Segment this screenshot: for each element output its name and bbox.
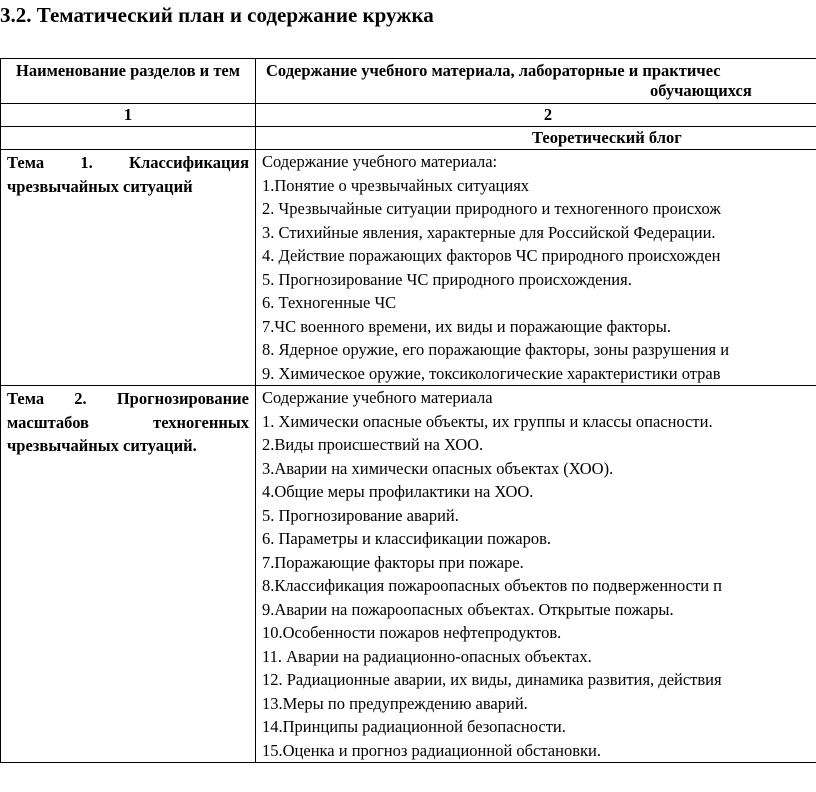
header-content-line1: Содержание учебного материала, лабораторные и практичес <box>266 61 721 80</box>
content-line: 10.Особенности пожаров нефтепродуктов. <box>262 623 562 642</box>
content-line: 7.ЧС военного времени, их виды и поражающие факторы. <box>262 316 671 336</box>
content-line: 4.Общие меры профилактики на ХОО. <box>262 482 534 501</box>
page-title: 3.2. Тематический план и содержание кружка <box>0 3 434 27</box>
content-line: 5. Прогнозирование ЧС природного происхождения. <box>262 269 632 289</box>
content-line: 4. Действие поражающих факторов ЧС природного происхожден <box>262 246 721 265</box>
topic-1-content <box>256 150 816 386</box>
content-line: 1.Понятие о чрезвычайных ситуациях <box>262 175 530 195</box>
content-line: 3.Аварии на химически опасных объектах (ХОО). <box>262 458 614 478</box>
table-row <box>1 150 816 386</box>
topic-2-content <box>256 386 816 763</box>
content-line: 2.Виды происшествий на ХОО. <box>262 435 484 454</box>
header-content-cell <box>256 59 816 104</box>
content-line: 15.Оценка и прогноз радиационной обстановки. <box>262 740 601 760</box>
block-title-row <box>1 127 816 150</box>
content-line: 8.Классификация пожароопасных объектов по подверженности п <box>262 576 722 595</box>
content-line: 8. Ядерное оружие, его поражающие факторы, зоны разрушения и <box>262 340 730 359</box>
content-line: 5. Прогнозирование аварий. <box>262 505 459 525</box>
topic-2-name: Тема 2. Прогнозирование масштабов техногенных чрезвычайных ситуаций. <box>1 386 256 763</box>
thematic-plan-table <box>0 58 816 763</box>
content-line: 13.Меры по предупреждению аварий. <box>262 693 528 713</box>
topic-1-name: Тема 1. Классификация чрезвычайных ситуаций <box>1 150 256 386</box>
block-title-empty-cell <box>1 127 256 150</box>
header-sections-cell: Наименование разделов и тем <box>1 59 256 104</box>
content-line: 9. Химическое оружие, токсикологические характеристики отрав <box>262 363 721 383</box>
column-number-2: 2 <box>256 104 816 127</box>
column-number-1: 1 <box>1 104 256 127</box>
content-line: 3. Стихийные явления, характерные для Российской Федерации. <box>262 222 716 242</box>
content-line: Содержание учебного материала <box>262 388 493 407</box>
content-line: 11. Аварии на радиационно-опасных объектах. <box>262 646 592 666</box>
content-line: 7.Поражающие факторы при пожаре. <box>262 552 524 572</box>
content-line: 2. Чрезвычайные ситуации природного и техногенного происхож <box>262 199 721 218</box>
content-line: 14.Принципы радиационной безопасности. <box>262 717 566 736</box>
block-title-cell: Теоретический блог <box>256 127 816 150</box>
content-line: 1. Химически опасные объекты, их группы и классы опасности. <box>262 411 713 431</box>
content-line: 9.Аварии на пожароопасных объектах. Открытые пожары. <box>262 599 674 619</box>
content-line: 6. Техногенные ЧС <box>262 293 397 312</box>
content-line: 12. Радиационные аварии, их виды, динамика развития, действия <box>262 670 722 689</box>
content-line: Содержание учебного материала: <box>262 152 498 171</box>
table-row <box>1 386 816 763</box>
header-content-line2: обучающихся <box>650 81 752 100</box>
content-line: 6. Параметры и классификации пожаров. <box>262 529 551 548</box>
column-number-row <box>1 104 816 127</box>
table-header-row <box>1 59 816 104</box>
